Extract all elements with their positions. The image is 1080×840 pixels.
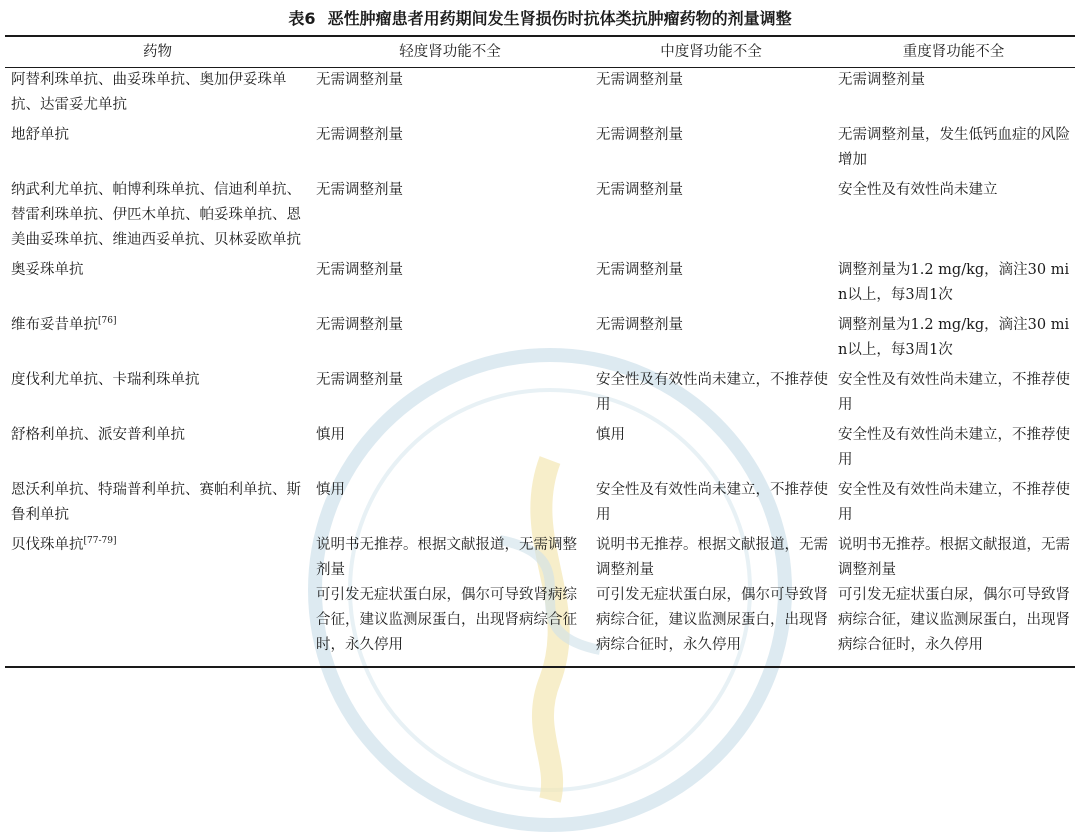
table-row	[5, 368, 1075, 423]
table-row	[5, 178, 1075, 258]
severe-cell: 安全性及有效性尚未建立，不推荐使用	[838, 372, 1070, 413]
severe-cell: 安全性及有效性尚未建立，不推荐使用	[838, 482, 1070, 523]
mild-cell: 无需调整剂量	[316, 127, 403, 143]
severe-cell: 无需调整剂量，发生低钙血症的风险增加	[838, 127, 1070, 168]
table-row	[5, 533, 1075, 667]
header-drug: 药物	[5, 36, 310, 68]
drug-cell: 维布妥昔单抗[76]	[11, 316, 117, 333]
moderate-cell: 无需调整剂量	[596, 317, 683, 333]
table-row	[5, 313, 1075, 368]
table-number: 表6	[288, 9, 316, 28]
header-mild: 轻度肾功能不全	[310, 36, 590, 68]
header-severe: 重度肾功能不全	[832, 36, 1075, 68]
table-row	[5, 68, 1075, 124]
severe-cell: 说明书无推荐。根据文献报道，无需调整剂量 可引发无症状蛋白尿，偶尔可导致肾病综合征，建议监测尿蛋白，出现肾病综合征时，永久停用	[832, 533, 1075, 667]
drug-cell: 奥妥珠单抗	[11, 262, 84, 278]
severe-cell: 无需调整剂量	[838, 72, 925, 88]
table-title: 恶性肿瘤患者用药期间发生肾损伤时抗体类抗肿瘤药物的剂量调整	[327, 9, 792, 28]
mild-cell: 无需调整剂量	[316, 182, 403, 198]
moderate-cell: 安全性及有效性尚未建立，不推荐使用	[596, 372, 828, 413]
drug-cell: 地舒单抗	[11, 127, 69, 143]
table-header-row	[5, 36, 1075, 68]
drug-cell: 恩沃利单抗、特瑞普利单抗、赛帕利单抗、斯鲁利单抗	[11, 482, 301, 523]
reference-superscript: [77-79]	[83, 536, 117, 547]
table-row	[5, 478, 1075, 533]
mild-cell: 无需调整剂量	[316, 262, 403, 278]
mild-cell: 无需调整剂量	[316, 72, 403, 88]
moderate-cell: 无需调整剂量	[596, 262, 683, 278]
table-row	[5, 123, 1075, 178]
severe-cell: 调整剂量为1.2 mg/kg，滴注30 min以上，每3周1次	[838, 317, 1070, 358]
moderate-cell: 无需调整剂量	[596, 182, 683, 198]
severe-cell: 安全性及有效性尚未建立，不推荐使用	[838, 427, 1070, 468]
moderate-cell: 安全性及有效性尚未建立，不推荐使用	[596, 482, 828, 523]
severe-cell: 调整剂量为1.2 mg/kg，滴注30 min以上，每3周1次	[838, 262, 1070, 303]
table-row	[5, 423, 1075, 478]
moderate-cell: 慎用	[596, 427, 625, 443]
drug-cell: 阿替利珠单抗、曲妥珠单抗、奥加伊妥珠单抗、达雷妥尤单抗	[11, 72, 287, 113]
drug-cell: 贝伐珠单抗[77-79]	[5, 533, 310, 667]
severe-cell: 安全性及有效性尚未建立	[838, 182, 998, 198]
mild-cell: 说明书无推荐。根据文献报道，无需调整剂量 可引发无症状蛋白尿，偶尔可导致肾病综合征，建议监测尿蛋白，出现肾病综合征时，永久停用	[310, 533, 590, 667]
dose-adjustment-table	[5, 35, 1075, 668]
reference-superscript: [76]	[98, 316, 117, 327]
mild-cell: 慎用	[316, 427, 345, 443]
moderate-cell: 说明书无推荐。根据文献报道，无需调整剂量 可引发无症状蛋白尿，偶尔可导致肾病综合征，建议监测尿蛋白，出现肾病综合征时，永久停用	[590, 533, 832, 667]
drug-cell: 舒格利单抗、派安普利单抗	[11, 427, 185, 443]
mild-cell: 无需调整剂量	[316, 317, 403, 333]
mild-cell: 无需调整剂量	[316, 372, 403, 388]
moderate-cell: 无需调整剂量	[596, 127, 683, 143]
table-caption	[0, 6, 1080, 29]
header-moderate: 中度肾功能不全	[590, 36, 832, 68]
drug-cell: 纳武利尤单抗、帕博利珠单抗、信迪利单抗、替雷利珠单抗、伊匹木单抗、帕妥珠单抗、恩美曲妥珠单抗、维迪西妥单抗、贝林妥欧单抗	[11, 182, 301, 248]
mild-cell: 慎用	[316, 482, 345, 498]
drug-cell: 度伐利尤单抗、卡瑞利珠单抗	[11, 372, 200, 388]
table-row	[5, 258, 1075, 313]
moderate-cell: 无需调整剂量	[596, 72, 683, 88]
